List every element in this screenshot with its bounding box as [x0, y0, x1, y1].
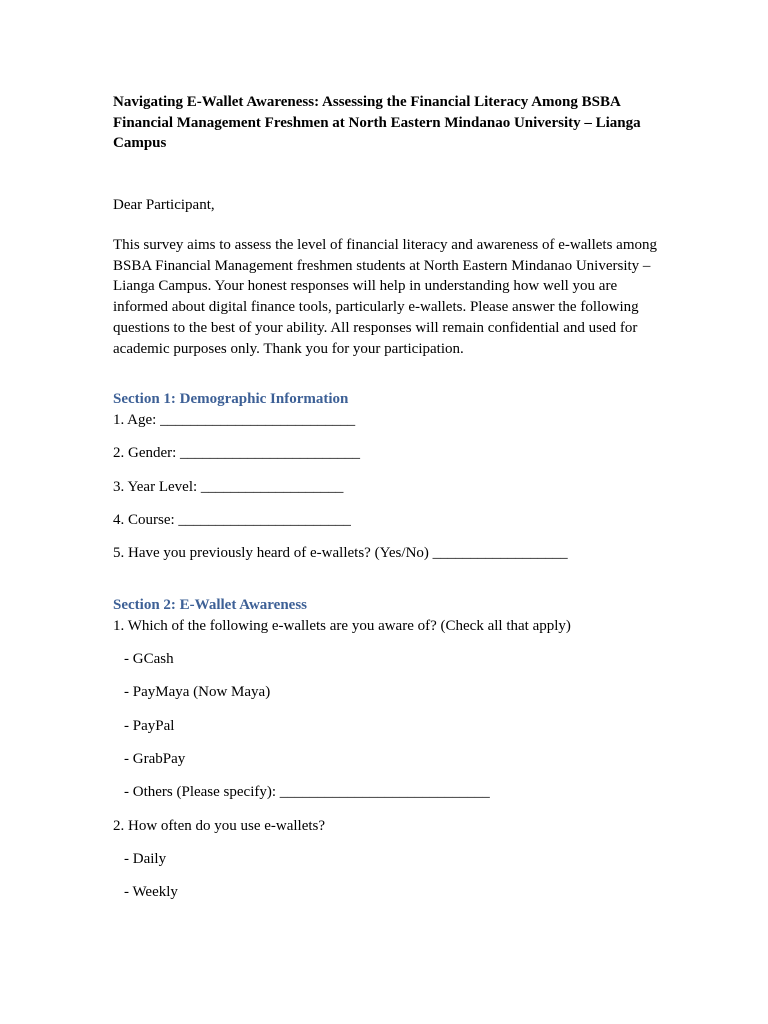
- option-paymaya: - PayMaya (Now Maya): [124, 684, 271, 700]
- section-2-heading: Section 2: E-Wallet Awareness: [113, 597, 308, 613]
- option-grabpay: - GrabPay: [124, 751, 186, 767]
- option-weekly: - Weekly: [124, 884, 178, 900]
- question-aware-ewallets: 1. Which of the following e-wallets are you aware of? (Check all that apply): [113, 618, 571, 634]
- question-year-level: 3. Year Level: ___________________: [113, 479, 344, 495]
- option-others: - Others (Please specify): ____________________________: [124, 784, 490, 800]
- question-course: 4. Course: _______________________: [113, 512, 351, 528]
- option-daily: - Daily: [124, 851, 167, 867]
- option-paypal: - PayPal: [124, 718, 175, 734]
- intro-paragraph: This survey aims to assess the level of financial literacy and awareness of e-wallets among BSBA Financial Management freshmen students at North Eastern Mindanao University – Lianga Campus. Your honest responses will help in understanding how well you are informed about digital finance tools, particularly e-wallets. Please answer the following questions to the best of your ability. All responses will remain confidential and used for academic purposes only. Thank you for your participation.: [113, 237, 657, 357]
- question-gender: 2. Gender: ________________________: [113, 445, 361, 461]
- question-usage-frequency: 2. How often do you use e-wallets?: [113, 818, 326, 834]
- salutation: Dear Participant,: [113, 197, 215, 213]
- document-title: Navigating E-Wallet Awareness: Assessing the Financial Literacy Among BSBA Financial Management Freshmen at North Eastern Mindanao University – Lianga Campus: [113, 94, 641, 151]
- question-heard-ewallets: 5. Have you previously heard of e-wallets? (Yes/No) __________________: [113, 545, 568, 561]
- section-1-heading: Section 1: Demographic Information: [113, 391, 349, 407]
- option-gcash: - GCash: [124, 651, 174, 667]
- question-age: 1. Age: __________________________: [113, 412, 356, 428]
